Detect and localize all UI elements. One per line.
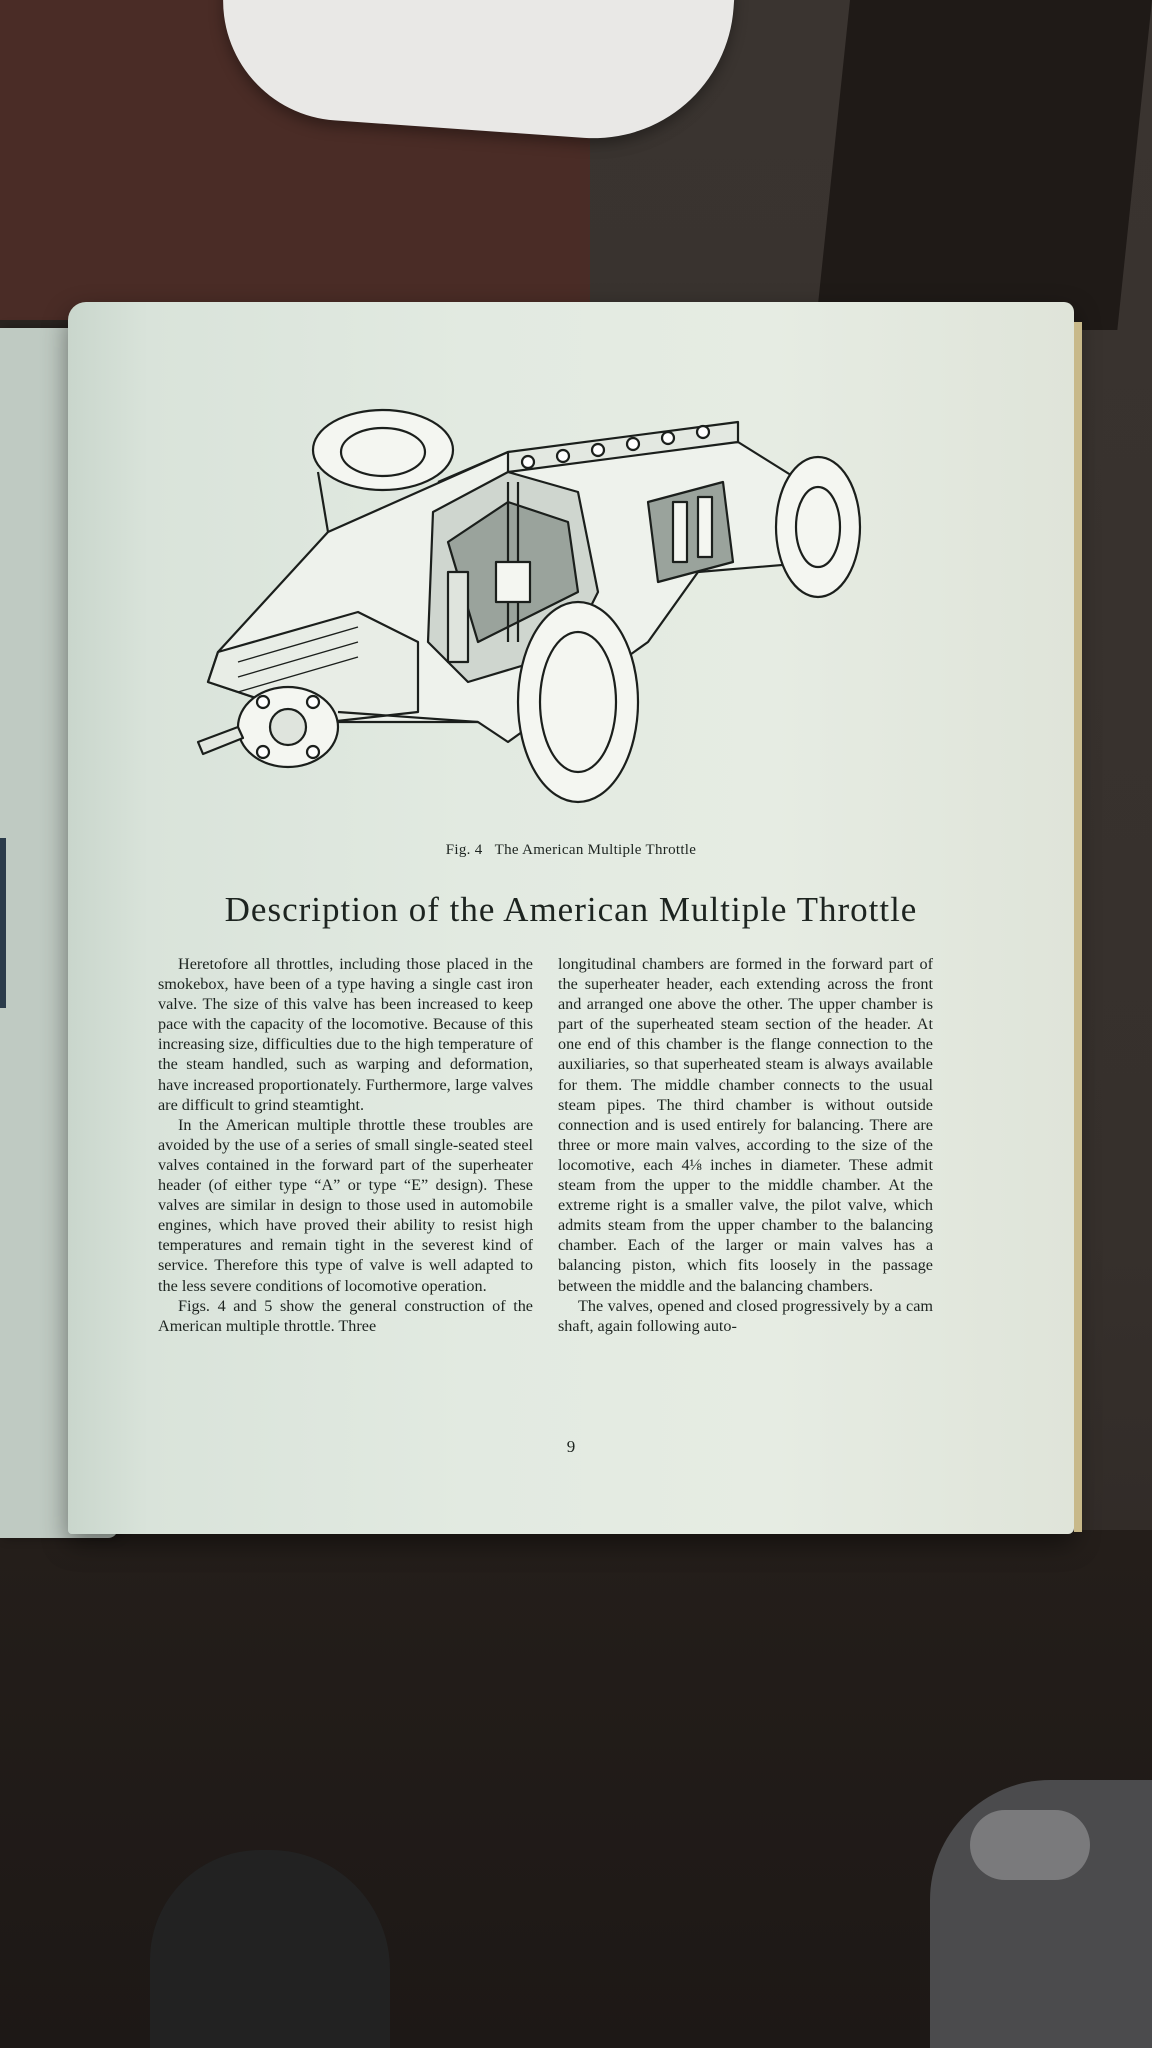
paragraph: The valves, opened and closed progressively by a cam shaft, again following auto- [558, 1296, 933, 1335]
paragraph: Heretofore all throttles, including those placed in the smokebox, have been of a type having a single cast iron valve. The size of this valve has been increased to keep pace with the capacity of the locomotive. Because of this increasing size, difficulties due to the high temperature of the steam handled, such as warping and deformation, have increased proportionately. Furthermore, large valves are difficult to grind steamtight. [158, 955, 533, 1114]
figure-label: Fig. 4 [445, 842, 483, 858]
throttle-illustration [178, 382, 978, 842]
text-column-left [158, 954, 533, 1336]
figure-caption [68, 842, 1074, 859]
figure-title: The American Multiple Throttle [494, 842, 697, 858]
dark-bench [815, 0, 1152, 330]
page-edge [1074, 322, 1082, 1532]
paragraph: Figs. 4 and 5 show the general construction of the American multiple throttle. Three [158, 1296, 533, 1335]
right-shoe [930, 1780, 1152, 2048]
page-number: 9 [566, 1437, 576, 1456]
paragraph: longitudinal chambers are formed in the forward part of the superheater header, each extending across the front and arranged one above the other. The upper chamber is part of the superheated steam section of the header. At one end of this chamber is the flange connection to the auxiliaries, so that superheated steam is always available for them. The middle chamber connects to the usual steam pipes. The third chamber is without outside connection and is used entirely for balancing. There are three or more main valves, according to the size of the locomotive, each 4⅛ inches in diameter. These admit steam from the upper to the middle chamber. At the extreme right is a smaller valve, the pilot valve, which admits steam from the upper chamber to the balancing chamber. Each of the larger or main valves has a balancing piston, which fits loosely in the passage between the middle and the balancing chambers. [558, 955, 933, 1295]
book-page [68, 302, 1074, 1534]
section-heading: Description of the American Multiple Throttle [224, 890, 918, 929]
paragraph: In the American multiple throttle these troubles are avoided by the use of a series of small single-seated steel valves contained in the forward part of the superheater header (of either type “A” or type “E” design). These valves are similar in design to those used in automobile engines, which have proved their ability to resist high temperatures and remain tight in the severest kind of service. Therefore this type of valve is well adapted to the less severe conditions of locomotive operation. [158, 1115, 533, 1295]
left-page-mark [0, 838, 6, 1008]
text-column-right [558, 954, 933, 1336]
